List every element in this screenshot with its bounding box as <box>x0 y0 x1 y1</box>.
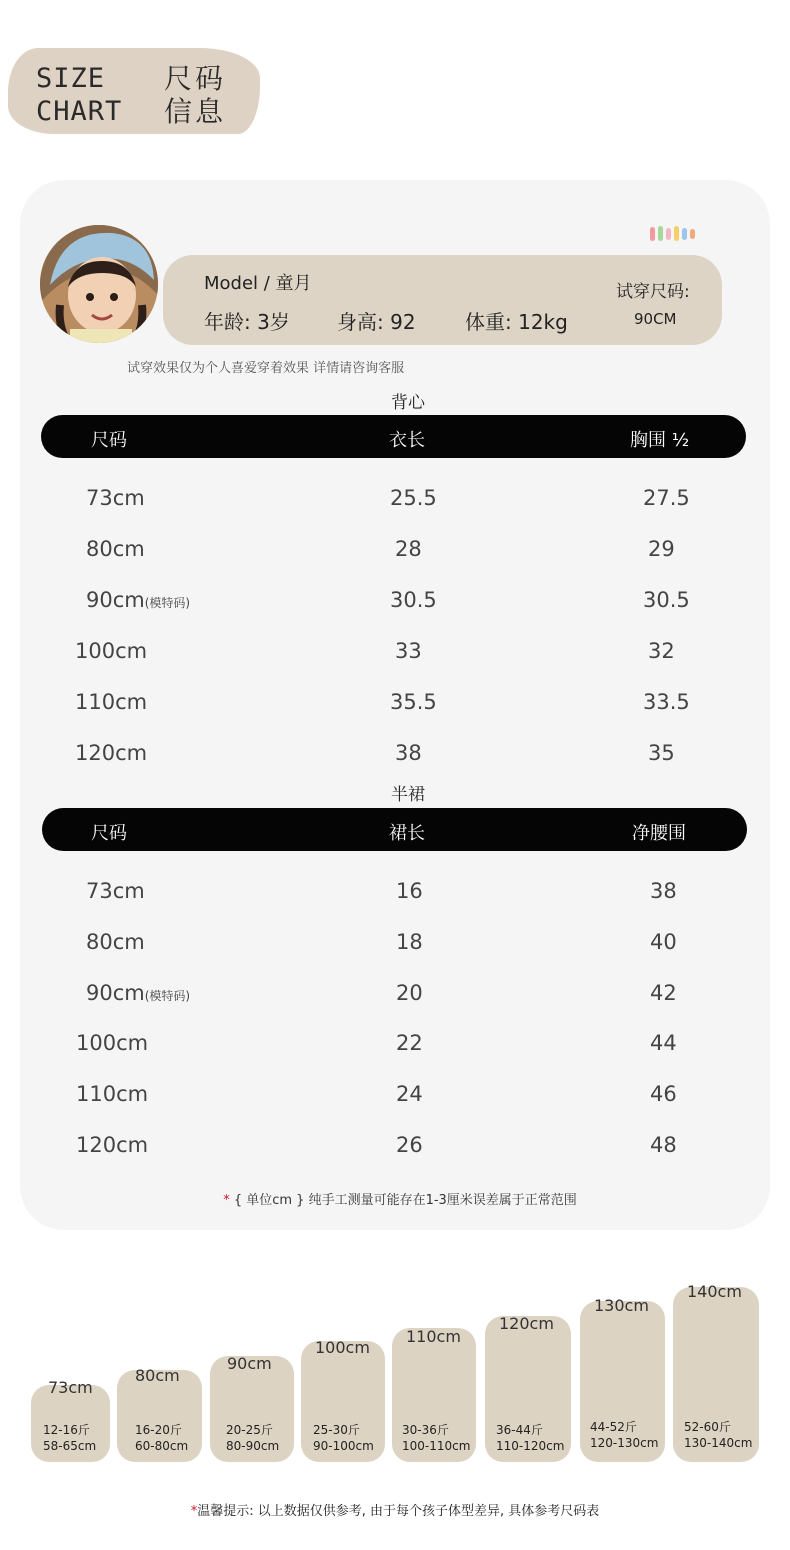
warm-tip-note: *温馨提示: 以上数据仅供参考, 由于每个孩子体型差异, 具体参考尺码表 <box>190 1504 600 1519</box>
measurement-footnote: * { 单位cm } 纯手工测量可能存在1-3厘米误差属于正常范围 <box>223 1193 577 1208</box>
model-size-tag: (模特码) <box>144 989 191 1003</box>
model-age: 年龄: 3岁 <box>204 310 290 334</box>
model-size-tag: (模特码) <box>144 596 191 610</box>
model-name: Model / 童月 <box>204 273 312 294</box>
vest-header-size: 尺码 <box>91 430 127 451</box>
model-avatar <box>40 225 158 343</box>
size-box-80: 80cm 16-20斤 60-80cm <box>117 1370 202 1462</box>
header-title-cn: 尺码 信息 <box>164 62 227 128</box>
vest-header-chest: 胸围 ½ <box>630 430 690 451</box>
header-title-en: SIZE CHART <box>36 63 123 127</box>
size-box-110: 110cm 30-36斤 100-110cm <box>392 1328 476 1462</box>
try-size-value: 90CM <box>634 310 677 328</box>
size-box-73: 73cm 12-16斤 58-65cm <box>31 1385 110 1462</box>
skirt-header-waist: 净腰围 <box>632 823 686 844</box>
model-weight: 体重: 12kg <box>465 310 568 334</box>
skirt-header-length: 裙长 <box>389 823 425 844</box>
vest-header-length: 衣长 <box>389 430 425 451</box>
skirt-title: 半裙 <box>391 785 425 805</box>
try-on-note: 试穿效果仅为个人喜爱穿着效果 详情请咨询客服 <box>127 361 405 376</box>
vest-header-bar <box>41 415 746 458</box>
skirt-header-size: 尺码 <box>91 823 127 844</box>
size-box-130: 130cm 44-52斤 120-130cm <box>580 1301 665 1462</box>
try-size-label: 试穿尺码: <box>616 282 690 302</box>
size-box-140: 140cm 52-60斤 130-140cm <box>673 1287 759 1462</box>
size-box-90: 90cm 20-25斤 80-90cm <box>210 1356 294 1462</box>
skirt-header-bar <box>42 808 747 851</box>
child-portrait-icon <box>40 225 158 343</box>
color-dots-decoration <box>648 225 698 243</box>
model-height: 身高: 92 <box>337 310 416 334</box>
size-box-100: 100cm 25-30斤 90-100cm <box>301 1341 385 1462</box>
vest-title: 背心 <box>391 393 425 413</box>
size-box-120: 120cm 36-44斤 110-120cm <box>485 1316 571 1462</box>
